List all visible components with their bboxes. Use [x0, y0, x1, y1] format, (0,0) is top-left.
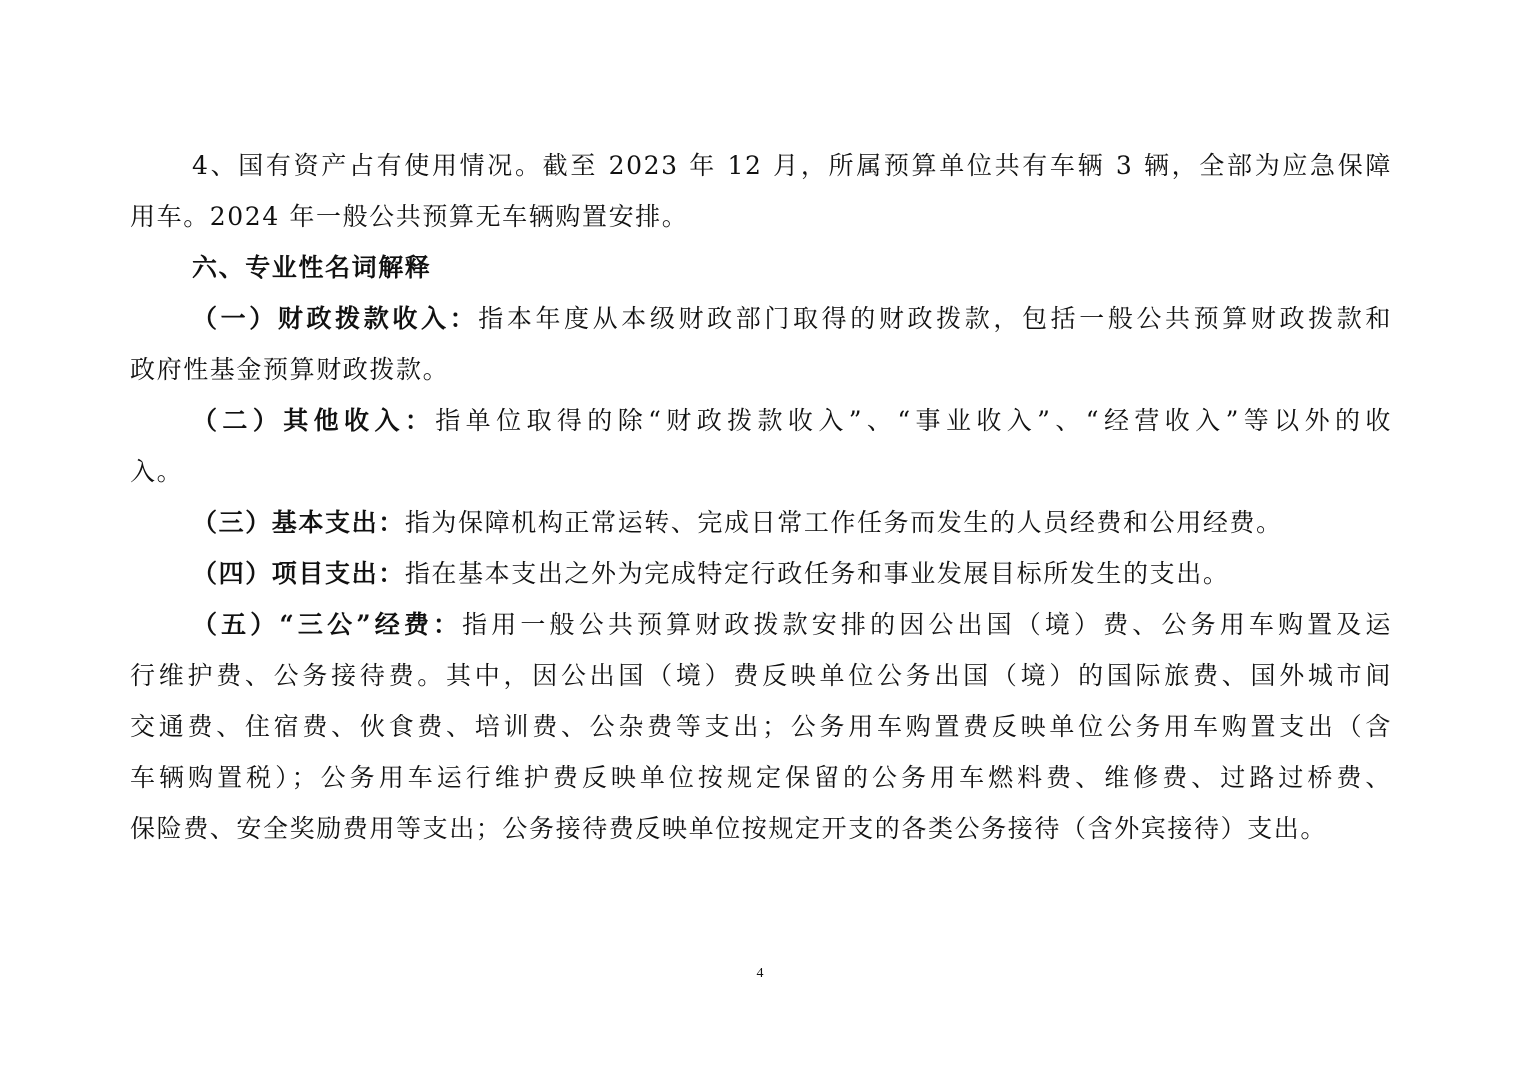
page-number: 4	[756, 966, 764, 981]
definition-text: 指本年度从本级财政部门取得的财政拨款，包括一般公共预算财政拨款和	[478, 304, 1392, 333]
text-line: 用车。2024 年一般公共预算无车辆购置安排。	[130, 202, 689, 231]
definition-basic-expenditure	[130, 497, 1392, 548]
definition-term: （三）基本支出：	[192, 508, 405, 537]
definition-text: 指为保障机构正常运转、完成日常工作任务而发生的人员经费和公用经费。	[404, 508, 1283, 537]
definition-term: （二）其他收入：	[192, 406, 436, 435]
definition-text: 指用一般公共预算财政拨款安排的因公出国（境）费、公务用车购置及运	[462, 610, 1393, 639]
text-line: 4、国有资产占有使用情况。截至 2023 年 12 月，所属预算单位共有车辆 3 辆，全部为应急保障	[192, 151, 1392, 180]
text-line: 交通费、住宿费、伙食费、培训费、公杂费等支出；公务用车购置费反映单位公务用车购置支出（含	[130, 712, 1392, 741]
definition-text: 指在基本支出之外为完成特定行政任务和事业发展目标所发生的支出。	[404, 559, 1230, 588]
definition-project-expenditure	[130, 548, 1392, 599]
section-heading: 六、专业性名词解释	[192, 253, 432, 282]
text-line	[130, 599, 1392, 650]
definition-term: （一）财政拨款收入：	[192, 304, 479, 333]
definition-fiscal-appropriation-income	[130, 293, 1392, 395]
definition-other-income	[130, 395, 1392, 497]
text-line: 政府性基金预算财政拨款。	[130, 355, 450, 384]
text-line: 保险费、安全奖励费用等支出；公务接待费反映单位按规定开支的各类公务接待（含外宾接待）支出。	[130, 814, 1328, 843]
text-line	[130, 395, 1392, 446]
paragraph-asset-usage	[130, 140, 1392, 242]
text-line: 入。	[130, 457, 184, 486]
text-line	[130, 548, 1392, 599]
definition-text: 指单位取得的除“财政拨款收入”、“事业收入”、“经营收入”等以外的收	[435, 406, 1392, 435]
definition-term: （四）项目支出：	[192, 559, 405, 588]
text-line: 行维护费、公务接待费。其中，因公出国（境）费反映单位公务出国（境）的国际旅费、国外城市间	[130, 661, 1392, 690]
text-line: 车辆购置税）；公务用车运行维护费反映单位按规定保留的公务用车燃料费、维修费、过路过桥费、	[130, 763, 1392, 792]
text-line	[130, 497, 1392, 548]
document-body	[130, 140, 1392, 854]
text-line	[130, 293, 1392, 344]
definition-three-public-expenses	[130, 599, 1392, 854]
definition-term: （五）“三公”经费：	[192, 610, 463, 639]
